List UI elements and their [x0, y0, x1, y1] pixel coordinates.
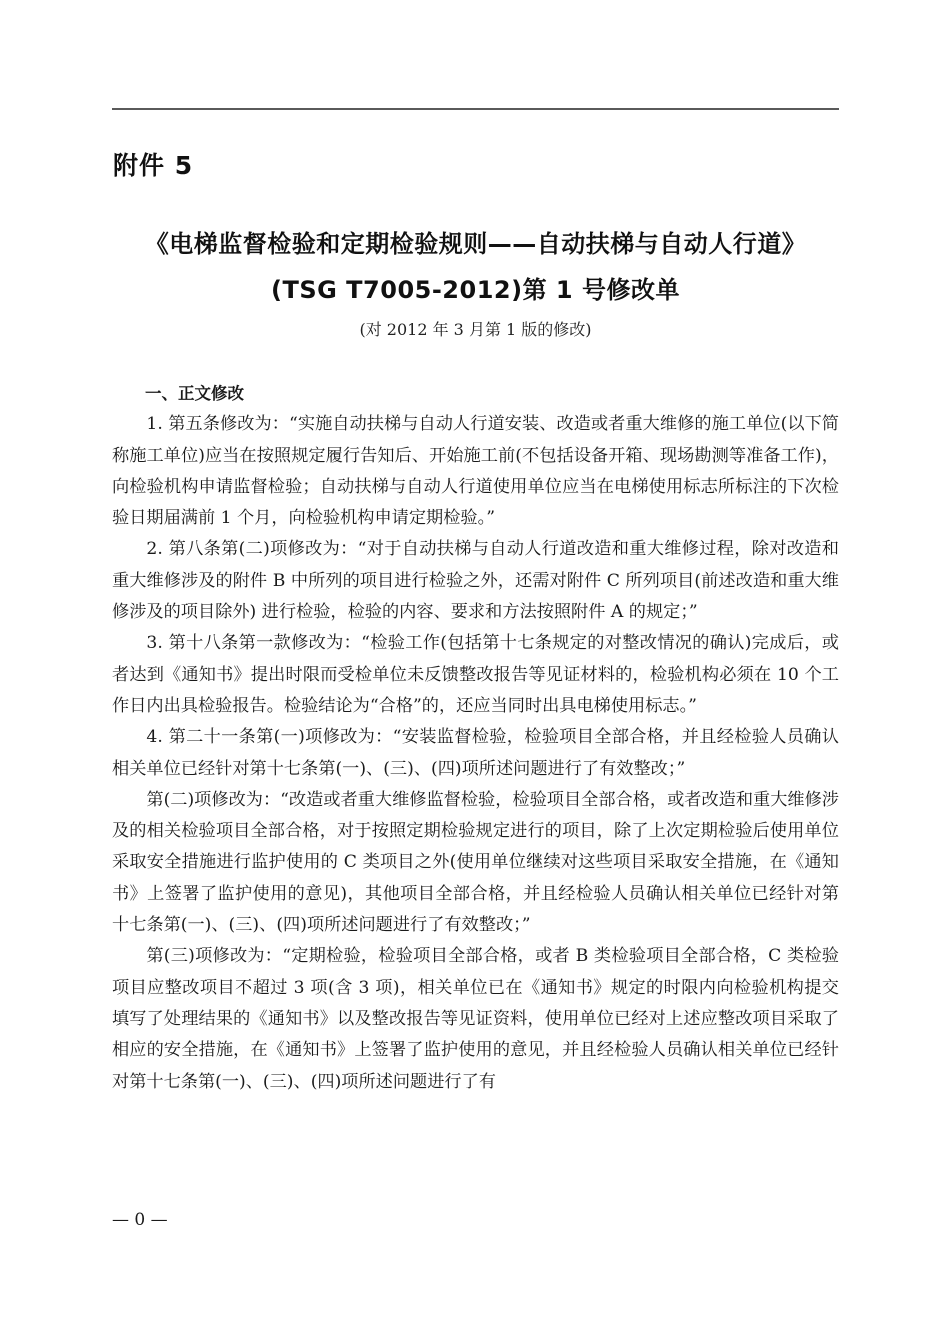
paragraph-item-2: 2. 第八条第(二)项修改为：“对于自动扶梯与自动人行道改造和重大维修过程，除对改造和重大维修涉及的附件 B 中所列的项目进行检验之外，还需对附件 C 所列项目(前述改造和重大维修涉及的项目除外) 进行检验，检验的内容、要求和方法按照附件 A 的规定；”: [112, 539, 839, 623]
paragraph-item-4: 4. 第二十一条第(一)项修改为：“安装监督检验，检验项目全部合格，并且经检验人员确认相关单位已经针对第十七条第(一)、(三)、(四)项所述问题进行了有效整改；”: [112, 727, 839, 779]
document-title: 《电梯监督检验和定期检验规则——自动扶梯与自动人行道》: [144, 230, 807, 258]
paragraph-item-4-sub-2: 第(二)项修改为：“改造或者重大维修监督检验，检验项目全部合格，或者改造和重大维修涉及的相关检验项目全部合格，对于按照定期检验规定进行的项目，除了上次定期检验后使用单位采取安全措施进行监护使用的 C 类项目之外(使用单位继续对这些项目采取安全措施，在《通知书》上签署了监护使用的意见)，其他项目全部合格，并且经检验人员确认相关单位已经针对第十七条第(一)、(三)、(四)项所述问题进行了有效整改；”: [112, 789, 839, 936]
header-rule: [112, 108, 839, 110]
page-number: — 0 —: [112, 1210, 168, 1230]
document-subtitle: (对 2012 年 3 月第 1 版的修改): [359, 320, 592, 339]
attachment-label: 附件 5: [113, 151, 194, 180]
paragraph-item-1: 1. 第五条修改为：“实施自动扶梯与自动人行道安装、改造或者重大维修的施工单位(以下简称施工单位)应当在按照规定履行告知后、开始施工前(不包括设备开箱、现场勘测等准备工作)，向检验机构申请监督检验；自动扶梯与自动人行道使用单位应当在电梯使用标志所标注的下次检验日期届满前 1 个月，向检验机构申请定期检验。”: [112, 414, 839, 529]
paragraph-item-4-sub-3: 第(三)项修改为：“定期检验，检验项目全部合格，或者 B 类检验项目全部合格，C 类检验项目应整改项目不超过 3 项(含 3 项)，相关单位已在《通知书》规定的时限内向检验机构提交填写了处理结果的《通知书》以及整改报告等见证资料，使用单位已经对上述应整改项目采取了相应的安全措施，在《通知书》上签署了监护使用的意见，并且经检验人员确认相关单位已经针对第十七条第(一)、(三)、(四)项所述问题进行了有: [112, 946, 839, 1092]
document-body: [112, 378, 839, 1098]
section-heading: 一、正文修改: [145, 384, 244, 403]
document-code-title: (TSG T7005-2012)第 1 号修改单: [271, 276, 680, 304]
paragraph-item-3: 3. 第十八条第一款修改为：“检验工作(包括第十七条规定的对整改情况的确认)完成后，或者达到《通知书》提出时限而受检单位未反馈整改报告等见证材料的，检验机构必须在 10 个工作日内出具检验报告。检验结论为“合格”的，还应当同时出具电梯使用标志。”: [112, 633, 839, 716]
